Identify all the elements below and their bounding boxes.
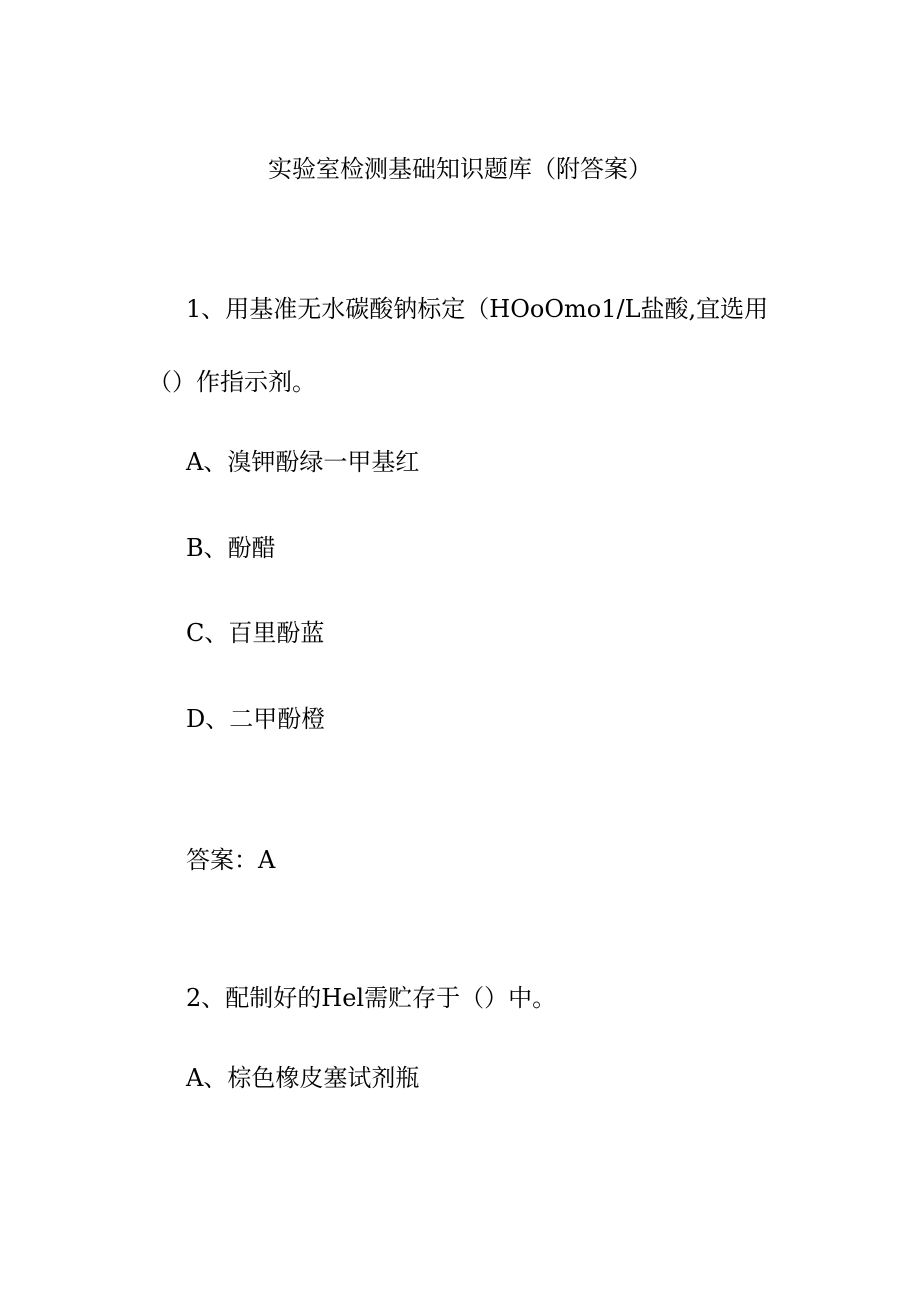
answer-value: A [258,846,276,874]
option-text: 二甲酚橙 [229,705,326,733]
answer-label: 答案： [186,846,258,874]
document-title: 实验室检测基础知识题库（附答案） [268,155,652,183]
option-letter: A、 [186,1064,228,1092]
option-text: 百里酚蓝 [228,619,325,647]
question-1-stem-text: 用基准无水碳酸钠标定（HOoOmo1/L盐酸,宜选用 [225,295,769,323]
option-text: 酚醋 [227,534,276,562]
option-letter: D、 [186,705,230,733]
question-1-option-a [186,447,419,477]
option-letter: C、 [186,619,229,647]
option-text: 溴钾酚绿一甲基红 [227,448,420,476]
question-1-option-b [186,533,276,563]
question-1-option-c [186,618,324,648]
question-2-number: 2、 [186,984,226,1012]
question-2-option-a [186,1063,419,1093]
option-letter: B、 [186,534,228,562]
question-1-option-d [186,704,325,734]
question-1-number: 1、 [186,295,226,323]
question-1-answer [186,845,275,875]
option-text: 棕色橡皮塞试剂瓶 [227,1064,420,1092]
question-1-stem-line-1 [186,294,768,324]
question-2-stem-text: 配制好的Hel需贮存于（）中。 [225,984,557,1012]
question-2-stem [186,983,556,1013]
option-letter: A、 [186,448,228,476]
question-1-stem-line-2: （）作指示剂。 [148,368,316,396]
